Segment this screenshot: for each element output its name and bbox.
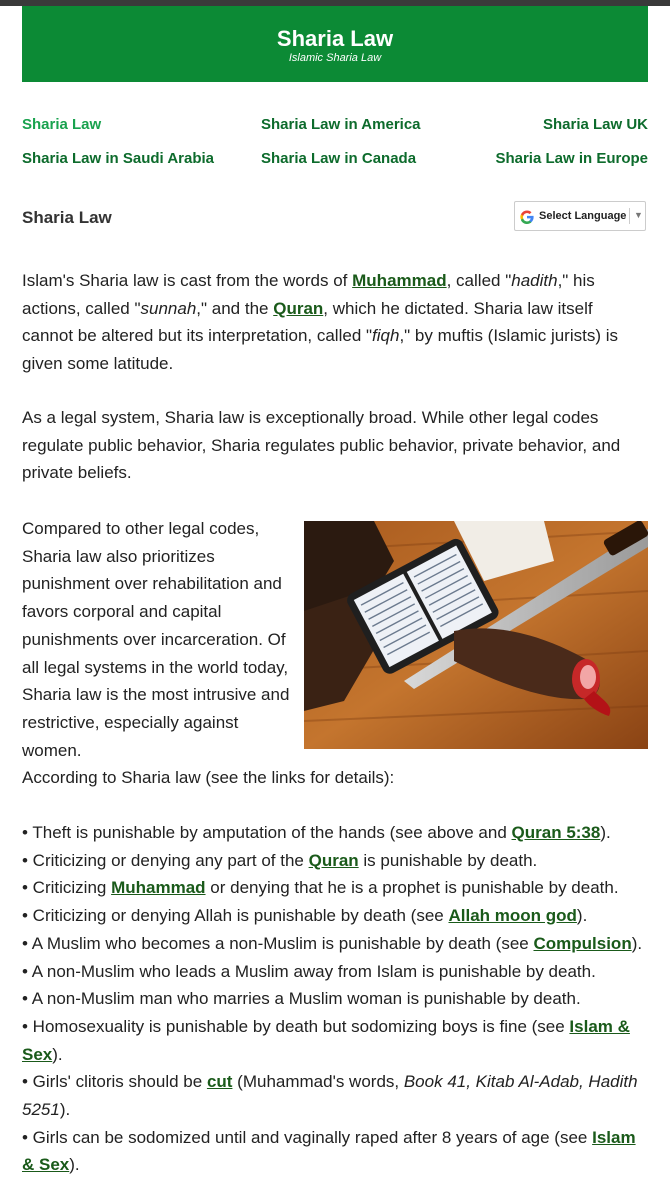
- list-item: [22, 847, 648, 875]
- text: ," his actions, called ": [22, 271, 595, 318]
- nav-link-sharia-law-europe[interactable]: Sharia Law in Europe: [495, 150, 648, 167]
- term-hadith: hadith: [511, 271, 558, 290]
- text: ).: [69, 1155, 80, 1175]
- text: • Girls can be sodomized until and vaginally raped after 8 years of age (see: [22, 1127, 593, 1147]
- nav-link-sharia-law[interactable]: Sharia Law: [22, 116, 102, 133]
- list-item: [22, 1013, 648, 1068]
- comparison-paragraph: Compared to other legal codes, Sharia law also prioritizes punishment over rehabilitation and favors corporal and capital punishments over incarceration. Of all legal systems in the world today, Sharia law is the most intrusive and restrictive, especially against women.: [22, 519, 290, 760]
- site-subtitle: Islamic Sharia Law: [288, 52, 382, 64]
- nav-link-sharia-law-america[interactable]: Sharia Law in America: [261, 116, 421, 133]
- language-select[interactable]: [514, 201, 646, 231]
- legal-system-paragraph: As a legal system, Sharia law is exceptionally broad. While other legal codes regulate public behavior, Sharia regulates public behavior, private behavior, and private beliefs.: [22, 408, 621, 483]
- quran-knife-severed-hand-photo: [304, 521, 648, 749]
- site-title[interactable]: Sharia Law: [276, 26, 394, 51]
- list-item: [22, 902, 648, 930]
- intro-paragraph: [22, 267, 648, 378]
- text: • Theft is punishable by amputation of the hands (see above and: [22, 823, 512, 842]
- text: , called ": [446, 271, 512, 290]
- punishments-list: [22, 819, 648, 1179]
- text: (Muhammad's words,: [232, 1072, 404, 1092]
- nav-row: [22, 146, 648, 180]
- nav-link-sharia-law-canada[interactable]: Sharia Law in Canada: [261, 150, 417, 167]
- link-quran[interactable]: Quran: [273, 298, 324, 318]
- text: ).: [576, 906, 588, 926]
- hadith-citation: Book 41, Kitab Al-Adab, Hadith 5251: [22, 1072, 638, 1120]
- details-intro: According to Sharia law (see the links for details):: [22, 768, 395, 787]
- link-compulsion[interactable]: Compulsion: [533, 933, 632, 953]
- link-muhammad[interactable]: Muhammad: [352, 271, 447, 290]
- link-muhammad[interactable]: Muhammad: [111, 878, 206, 898]
- text: ).: [600, 823, 611, 842]
- text: • A Muslim who becomes a non-Muslim is punishable by death (see: [22, 933, 534, 953]
- text: , which he dictated. Sharia law itself cannot be altered but its interpretation, called ": [22, 298, 593, 346]
- list-item: [22, 1124, 648, 1179]
- list-item: [22, 874, 648, 902]
- text: ).: [52, 1044, 63, 1064]
- text: ).: [631, 933, 643, 953]
- list-item: [22, 930, 648, 958]
- photo-illustration: [304, 521, 648, 749]
- link-cut[interactable]: cut: [206, 1072, 233, 1092]
- nav-links: [22, 112, 648, 180]
- list-item: [22, 819, 648, 847]
- nav-link-sharia-law-saudi-arabia[interactable]: Sharia Law in Saudi Arabia: [22, 150, 214, 167]
- text: • Girls' clitoris should be: [22, 1072, 207, 1092]
- text: • A non-Muslim who leads a Muslim away from Islam is punishable by death.: [22, 961, 596, 981]
- term-sunnah: sunnah: [140, 298, 197, 318]
- nav-row: [22, 112, 648, 146]
- link-quran[interactable]: Quran: [308, 850, 359, 870]
- text: ," and the: [196, 298, 274, 318]
- term-fiqh: fiqh: [372, 326, 400, 346]
- section-title: Sharia Law: [22, 208, 112, 227]
- list-item: [22, 985, 648, 1013]
- link-quran-5-38[interactable]: Quran 5:38: [511, 823, 601, 842]
- dropdown-arrow-icon: ▼: [634, 210, 643, 220]
- list-item: [22, 958, 648, 986]
- nav-link-sharia-law-uk[interactable]: Sharia Law UK: [542, 116, 648, 133]
- text: ," by muftis (Islamic jurists) is given some latitude.: [22, 326, 619, 374]
- google-g-icon: [519, 209, 535, 225]
- language-select-label: Select Language: [539, 210, 627, 222]
- site-header: [22, 6, 648, 82]
- text: Islam's Sharia law is cast from the words of: [22, 271, 353, 290]
- text: • Homosexuality is punishable by death but sodomizing boys is fine (see: [22, 1016, 570, 1036]
- link-islam-and-sex[interactable]: Islam & Sex: [22, 1127, 636, 1175]
- divider: [629, 208, 630, 224]
- text: ).: [59, 1100, 71, 1120]
- text: • Criticizing or denying any part of the: [22, 850, 309, 870]
- text: is punishable by death.: [358, 850, 538, 870]
- link-allah-moon-god[interactable]: Allah moon god: [448, 906, 577, 926]
- text: or denying that he is a prophet is punishable by death.: [205, 878, 619, 898]
- text: • A non-Muslim man who marries a Muslim woman is punishable by death.: [22, 989, 581, 1009]
- text: • Criticizing or denying Allah is punishable by death (see: [22, 906, 449, 926]
- link-islam-and-sex[interactable]: Islam & Sex: [22, 1016, 630, 1064]
- list-item: [22, 1068, 648, 1123]
- text: • Criticizing: [22, 878, 112, 898]
